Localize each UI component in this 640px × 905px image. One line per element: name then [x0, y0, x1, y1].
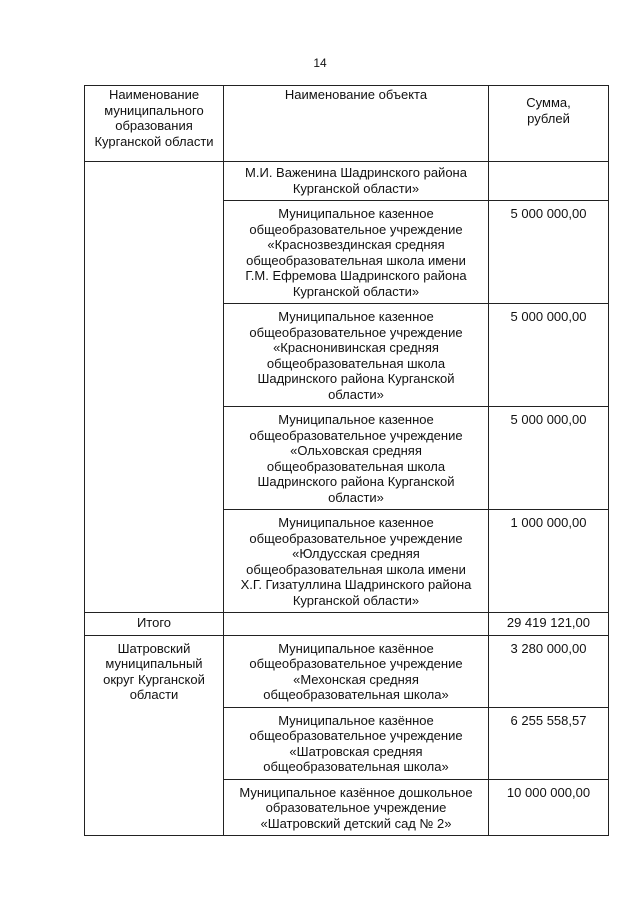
- object-line: «Шатровский детский сад № 2»: [260, 815, 452, 831]
- object-line: Муниципальное казенное: [278, 412, 434, 427]
- object-line: Шадринского района Курганской: [257, 474, 455, 489]
- table-header-row: [85, 86, 609, 162]
- object-cell: [224, 510, 489, 613]
- sum-cell: [489, 162, 609, 201]
- sum-cell: 1 000 000,00: [489, 510, 609, 613]
- municipality-cell: [85, 635, 224, 836]
- object-line: общеобразовательная школа»: [263, 759, 449, 774]
- object-cell: [224, 613, 489, 636]
- object-line: общеобразовательное учреждение: [249, 728, 463, 743]
- object-line: общеобразовательное учреждение: [249, 530, 463, 546]
- total-label-text: Итого: [136, 615, 172, 630]
- header-sum: [489, 86, 609, 162]
- object-cell: [224, 162, 489, 201]
- object-line: общеобразовательная школа имени: [246, 561, 466, 577]
- object-line: «Юлдусская средняя: [292, 546, 420, 561]
- header-municipality-line: Курганской области: [94, 133, 214, 149]
- header-sum-line: рублей: [527, 110, 570, 126]
- object-line: М.И. Важенина Шадринского района: [245, 165, 467, 180]
- object-line: общеобразовательная школа»: [263, 687, 449, 702]
- object-line: Шадринского района Курганской: [257, 371, 455, 386]
- object-line: Курганской области»: [292, 180, 420, 196]
- object-line: Г.М. Ефремова Шадринского района: [245, 268, 467, 283]
- object-line: Муниципальное казенное: [278, 309, 434, 324]
- object-line: общеобразовательная школа: [266, 355, 446, 371]
- object-line: «Мехонская средняя: [293, 671, 419, 687]
- object-cell: [224, 304, 489, 407]
- object-line: «Шатровская средняя: [289, 743, 423, 759]
- sum-cell: 6 255 558,57: [489, 707, 609, 779]
- sum-cell: 5 000 000,00: [489, 407, 609, 510]
- object-line: образовательное учреждение: [265, 800, 447, 815]
- object-line: Х.Г. Гизатуллина Шадринского района: [240, 577, 472, 592]
- sum-cell: 10 000 000,00: [489, 779, 609, 836]
- object-line: общеобразовательное учреждение: [249, 427, 463, 443]
- header-municipality: [85, 86, 224, 162]
- municipality-cell: [85, 162, 224, 613]
- object-line: общеобразовательная школа: [266, 458, 446, 474]
- object-line: Муниципальное казённое дошкольное: [239, 784, 473, 800]
- header-municipality-line: образования: [115, 118, 193, 133]
- header-object-line: Наименование объекта: [284, 87, 428, 102]
- municipality-line: Шатровский: [117, 640, 191, 656]
- sum-cell: 3 280 000,00: [489, 635, 609, 707]
- object-line: Курганской области»: [292, 283, 420, 299]
- table-row: [85, 162, 609, 201]
- object-line: общеобразовательная школа имени: [246, 252, 466, 268]
- header-sum-line: Сумма,: [526, 95, 571, 110]
- object-line: области»: [328, 489, 384, 505]
- object-cell: [224, 407, 489, 510]
- header-municipality-line: муниципального: [104, 102, 204, 118]
- object-cell: [224, 707, 489, 779]
- object-line: Муниципальное казенное: [278, 515, 434, 530]
- total-label: [85, 613, 224, 636]
- municipality-line: муниципальный: [105, 656, 203, 671]
- object-line: Муниципальное казённое: [278, 712, 434, 728]
- object-cell: [224, 635, 489, 707]
- total-row: [85, 613, 609, 636]
- object-line: общеобразовательное учреждение: [249, 656, 463, 671]
- budget-table: [84, 85, 609, 836]
- object-line: общеобразовательное учреждение: [249, 221, 463, 237]
- object-line: общеобразовательное учреждение: [249, 324, 463, 340]
- object-line: Курганской области»: [292, 592, 420, 608]
- total-sum: 29 419 121,00: [489, 613, 609, 636]
- object-line: области»: [328, 386, 384, 402]
- municipality-line: области: [129, 687, 179, 702]
- sum-cell: 5 000 000,00: [489, 201, 609, 304]
- header-municipality-line: Наименование: [108, 87, 200, 102]
- table-row: [85, 635, 609, 707]
- object-line: «Ольховская средняя: [290, 443, 422, 458]
- object-line: «Краснонивинская средняя: [273, 340, 439, 355]
- sum-cell: 5 000 000,00: [489, 304, 609, 407]
- object-line: Муниципальное казенное: [278, 206, 434, 221]
- page-number: 14: [313, 56, 327, 70]
- object-line: «Краснозвездинская средняя: [267, 237, 445, 252]
- object-line: Муниципальное казённое: [278, 640, 434, 656]
- municipality-line: округ Курганской: [103, 671, 205, 687]
- object-cell: [224, 779, 489, 836]
- header-object: [224, 86, 489, 162]
- object-cell: [224, 201, 489, 304]
